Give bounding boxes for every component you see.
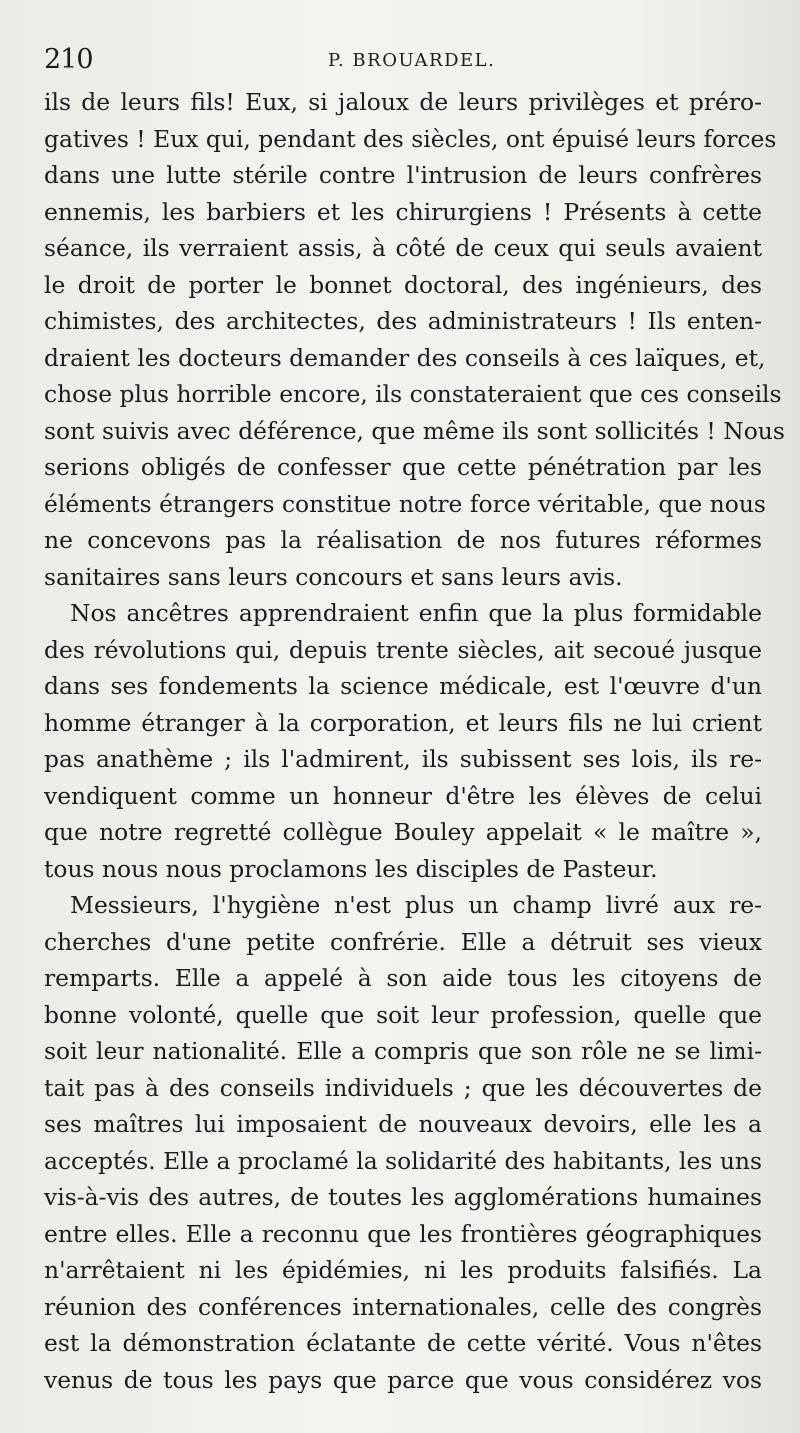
text-line: est la démonstration éclatante de cette vérité. Vous n'êtes bbox=[44, 1329, 762, 1357]
text-line: soit leur nationalité. Elle a compris que son rôle ne se limi- bbox=[44, 1037, 762, 1065]
text-line: dans une lutte stérile contre l'intrusion de leurs confrères bbox=[44, 161, 762, 189]
text-line: tous nous nous proclamons les disciples de Pasteur. bbox=[44, 854, 658, 883]
text-line: Nos ancêtres apprendraient enfin que la plus formidable bbox=[70, 599, 762, 627]
text-line: réunion des conférences internationales, celle des congrès bbox=[44, 1292, 762, 1321]
text-line: sanitaires sans leurs concours et sans leurs avis. bbox=[44, 562, 623, 591]
text-line: le droit de porter le bonnet doctoral, des ingénieurs, des bbox=[44, 270, 762, 299]
text-line: tait pas à des conseils individuels ; que les découvertes de bbox=[44, 1073, 762, 1102]
text-line: que notre regretté collègue Bouley appelait « le maître », bbox=[44, 818, 762, 846]
text-line: ils de leurs fils! Eux, si jaloux de leurs privilèges et préro- bbox=[44, 88, 762, 116]
text-line: entre elles. Elle a reconnu que les frontières géographiques bbox=[44, 1219, 762, 1248]
paragraph bbox=[44, 84, 785, 595]
text-line: vis-à-vis des autres, de toutes les agglomérations humaines bbox=[44, 1183, 762, 1211]
text-line: séance, ils verraient assis, à côté de ceux qui seuls avaient bbox=[44, 234, 762, 262]
text-line: bonne volonté, quelle que soit leur profession, quelle que bbox=[44, 1000, 762, 1029]
text-line: n'arrêtaient ni les épidémies, ni les produits falsifiés. La bbox=[44, 1256, 762, 1284]
text-line: remparts. Elle a appelé à son aide tous les citoyens de bbox=[44, 964, 762, 992]
text-line: chimistes, des architectes, des administrateurs ! Ils enten- bbox=[44, 307, 762, 335]
running-head: P. BROUARDEL. bbox=[328, 50, 496, 71]
text-line: gatives ! Eux qui, pendant des siècles, ont épuisé leurs forces bbox=[44, 124, 777, 153]
paragraph bbox=[44, 887, 762, 1398]
text-line: sont suivis avec déférence, que même ils sont sollicités ! Nous bbox=[44, 416, 785, 445]
text-line: ne concevons pas la réalisation de nos futures réformes bbox=[44, 526, 762, 554]
text-line: chose plus horrible encore, ils constateraient que ces conseils bbox=[44, 380, 782, 408]
text-line: ses maîtres lui imposaient de nouveaux devoirs, elle les a bbox=[44, 1110, 762, 1138]
text-line: éléments étrangers constitue notre force véritable, que nous bbox=[44, 489, 766, 518]
body-text bbox=[44, 84, 785, 1398]
text-line: dans ses fondements la science médicale, est l'œuvre d'un bbox=[44, 672, 762, 700]
text-line: cherches d'une petite confrérie. Elle a détruit ses vieux bbox=[44, 927, 762, 956]
text-line: vendiquent comme un honneur d'être les élèves de celui bbox=[44, 781, 762, 810]
text-line: venus de tous les pays que parce que vous considérez vos bbox=[44, 1365, 762, 1394]
text-line: Messieurs, l'hygiène n'est plus un champ livré aux re- bbox=[70, 891, 762, 919]
text-line: acceptés. Elle a proclamé la solidarité des habitants, les uns bbox=[44, 1146, 762, 1175]
text-line: ennemis, les barbiers et les chirurgiens ! Présents à cette bbox=[44, 197, 762, 226]
page-header bbox=[44, 44, 784, 76]
text-line: pas anathème ; ils l'admirent, ils subissent ses lois, ils re- bbox=[44, 745, 762, 773]
text-line: draient les docteurs demander des conseils à ces laïques, et, bbox=[44, 343, 766, 372]
page-number: 210 bbox=[44, 44, 93, 75]
text-line: homme étranger à la corporation, et leurs fils ne lui crient bbox=[44, 708, 762, 737]
text-line: des révolutions qui, depuis trente siècles, ait secoué jusque bbox=[44, 635, 762, 664]
paragraph bbox=[44, 595, 762, 887]
text-line: serions obligés de confesser que cette pénétration par les bbox=[44, 453, 762, 481]
